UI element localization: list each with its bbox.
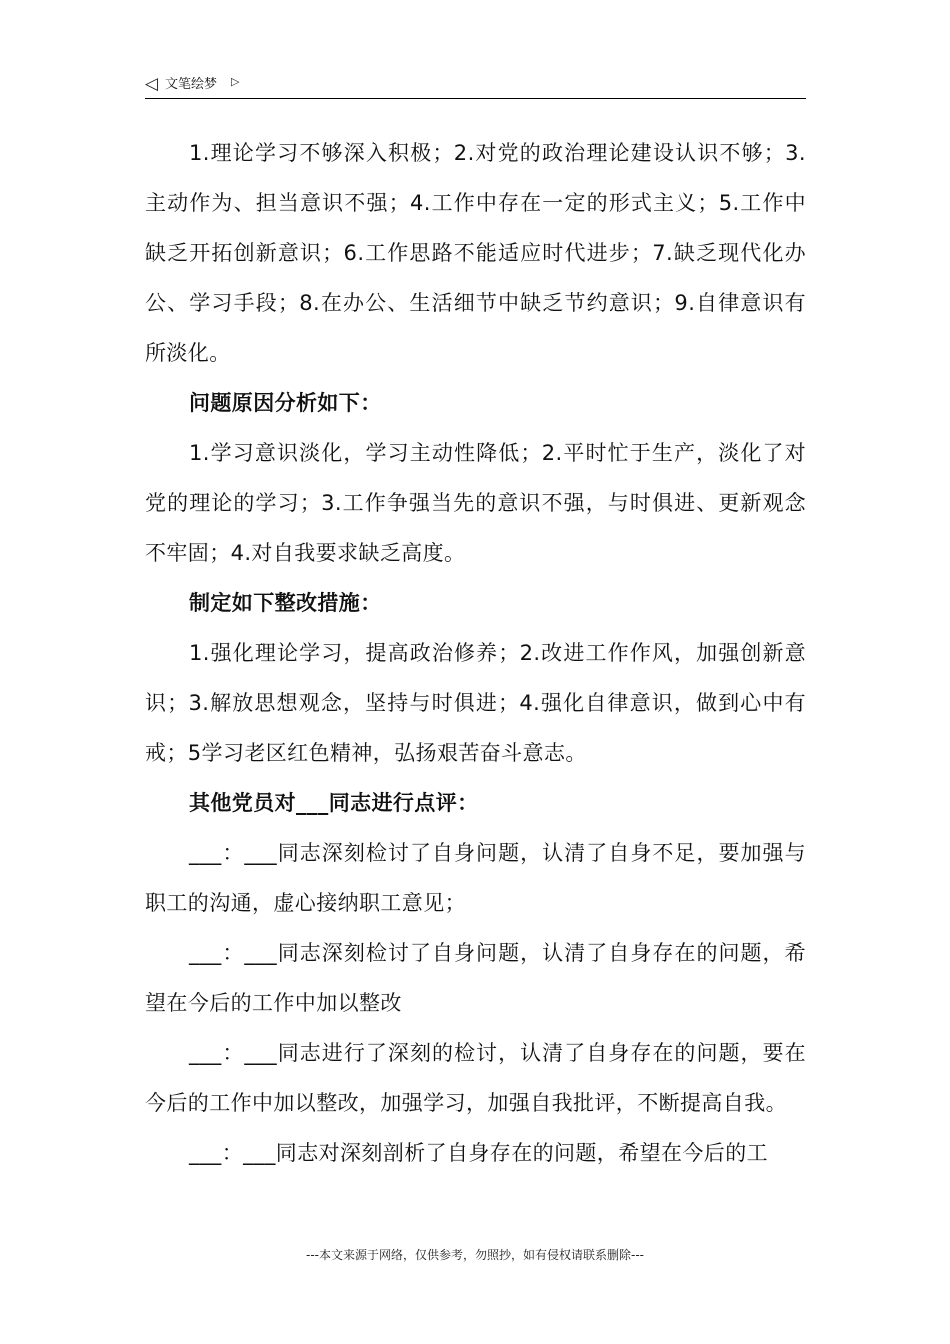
page-header [145,72,806,99]
comment-paragraph-1: ___：___同志深刻检讨了自身问题，认清了自身不足，要加强与职工的沟通，虚心接纳职工意见； [145,841,806,915]
triangle-right-icon: ▷ [231,75,240,88]
triangle-left-icon: ◁ [145,74,159,94]
comment-paragraph-3: ___：___同志进行了深刻的检讨，认清了自身存在的问题，要在今后的工作中加以整改，加强学习，加强自我批评，不断提高自我。 [145,1041,806,1115]
paragraph-measures-list: 1.强化理论学习，提高政治修养；2.改进工作作风，加强创新意识；3.解放思想观念，坚持与时俱进；4.强化自律意识，做到心中有戒；5学习老区红色精神，弘扬艰苦奋斗意志。 [145,641,806,765]
heading-rectification-measures: 制定如下整改措施： [189,591,382,615]
paragraph-problems-list: 1.理论学习不够深入积极；2.对党的政治理论建设认识不够；3.主动作为、担当意识不强；4.工作中存在一定的形式主义；5.工作中缺乏开拓创新意识；6.工作思路不能适应时代进步；7.缺乏现代化办公、学习手段；8.在办公、生活细节中缺乏节约意识；9.自律意识有所淡化。 [145,141,806,365]
heading-cause-analysis: 问题原因分析如下： [189,391,382,415]
comment-paragraph-4: ___：___同志对深刻剖析了自身存在的问题，希望在今后的工 [189,1141,768,1165]
document-body [145,128,806,1178]
page-footer-disclaimer: ---本文来源于网络，仅供参考，勿照抄，如有侵权请联系删除--- [306,1248,644,1262]
header-brand: 文笔绘梦 [165,77,218,92]
heading-member-comments: 其他党员对___同志进行点评： [189,791,479,815]
comment-paragraph-2: ___：___同志深刻检讨了自身问题，认清了自身存在的问题，希望在今后的工作中加以整改 [145,941,806,1015]
paragraph-causes-list: 1.学习意识淡化，学习主动性降低；2.平时忙于生产，淡化了对党的理论的学习；3.工作争强当先的意识不强，与时俱进、更新观念不牢固；4.对自我要求缺乏高度。 [145,441,806,565]
